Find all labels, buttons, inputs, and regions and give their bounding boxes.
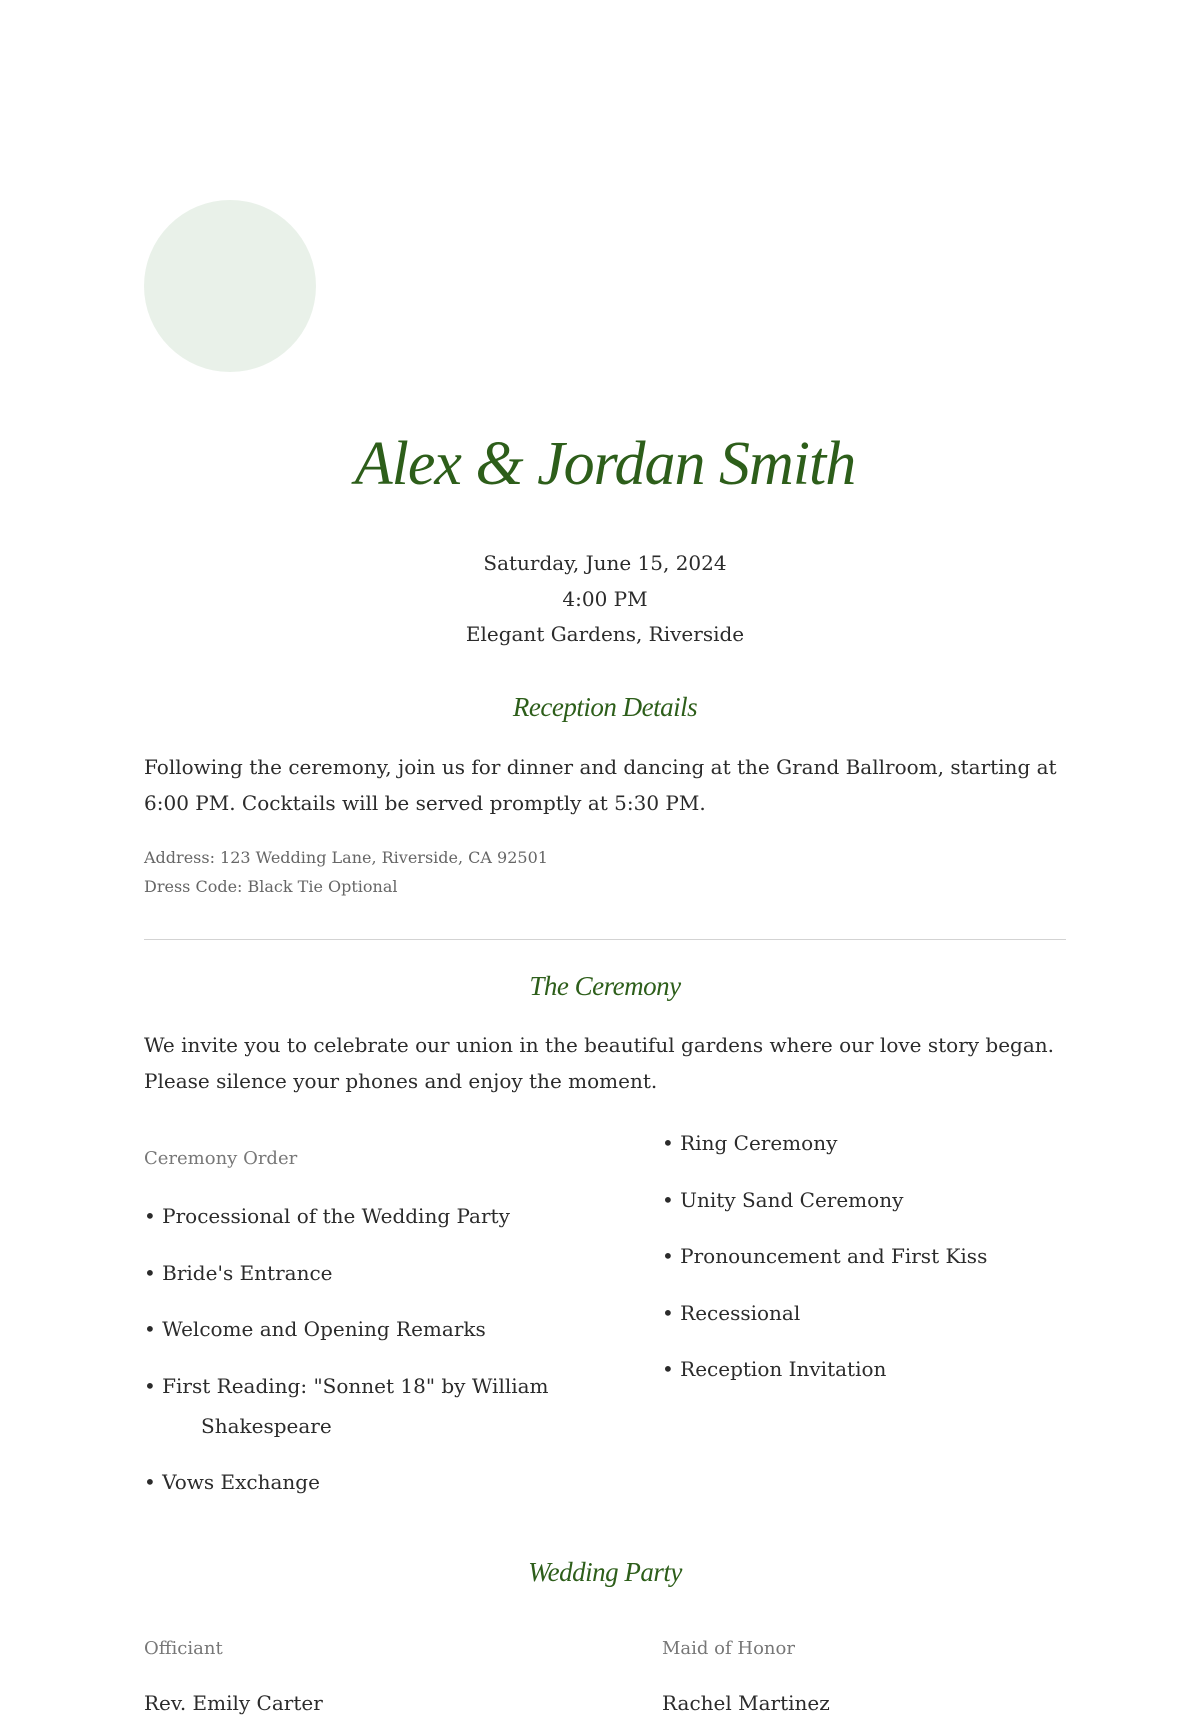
list-item: • Unity Sand Ceremony (662, 1187, 904, 1212)
list-item (144, 1366, 604, 1446)
event-venue: Elegant Gardens, Riverside (465, 622, 745, 646)
ceremony-order-list-right (662, 1123, 1066, 1406)
officiant-role: Officiant (144, 1638, 223, 1659)
section-divider (144, 939, 1066, 940)
list-item: • Processional of the Wedding Party (144, 1204, 510, 1228)
list-item: • Bride's Entrance (144, 1260, 333, 1285)
list-item: • Pronouncement and First Kiss (662, 1244, 988, 1268)
list-item-text-continued: Shakespeare (201, 1413, 332, 1438)
couple-names-title: Alex & Jordan Smith (354, 430, 856, 498)
list-item: • Ring Ceremony (662, 1131, 838, 1155)
ceremony-description: We invite you to celebrate our union in the beautiful gardens where our love story began. Please silence your phones and enjoy the moment. (144, 1033, 1055, 1093)
officiant-name: Rev. Emily Carter (144, 1691, 323, 1715)
ceremony-order-label: Ceremony Order (144, 1148, 298, 1169)
event-time: 4:00 PM (562, 586, 648, 611)
wedding-party-heading: Wedding Party (528, 1557, 682, 1587)
reception-address: Address: 123 Wedding Lane, Riverside, CA 92501 (144, 848, 548, 867)
list-item: • Recessional (662, 1300, 801, 1325)
list-item: • Reception Invitation (662, 1357, 887, 1381)
ceremony-order-list-left (144, 1196, 604, 1519)
maid-of-honor-role: Maid of Honor (662, 1638, 795, 1659)
dress-code: Dress Code: Black Tie Optional (144, 877, 398, 896)
list-item-text: • First Reading: "Sonnet 18" by William (144, 1373, 549, 1398)
reception-description: Following the ceremony, join us for dinner and dancing at the Grand Ballroom, starting at 6:00 PM. Cocktails will be served promptly at 5:30 PM. (144, 755, 1057, 815)
decorative-circle (144, 200, 316, 372)
list-item: • Welcome and Opening Remarks (144, 1317, 486, 1341)
event-date: Saturday, June 15, 2024 (483, 551, 727, 575)
reception-heading: Reception Details (512, 692, 698, 722)
maid-of-honor-name: Rachel Martinez (662, 1691, 830, 1715)
ceremony-heading: The Ceremony (529, 971, 681, 1001)
event-details (144, 546, 1066, 653)
list-item: • Vows Exchange (144, 1470, 320, 1494)
